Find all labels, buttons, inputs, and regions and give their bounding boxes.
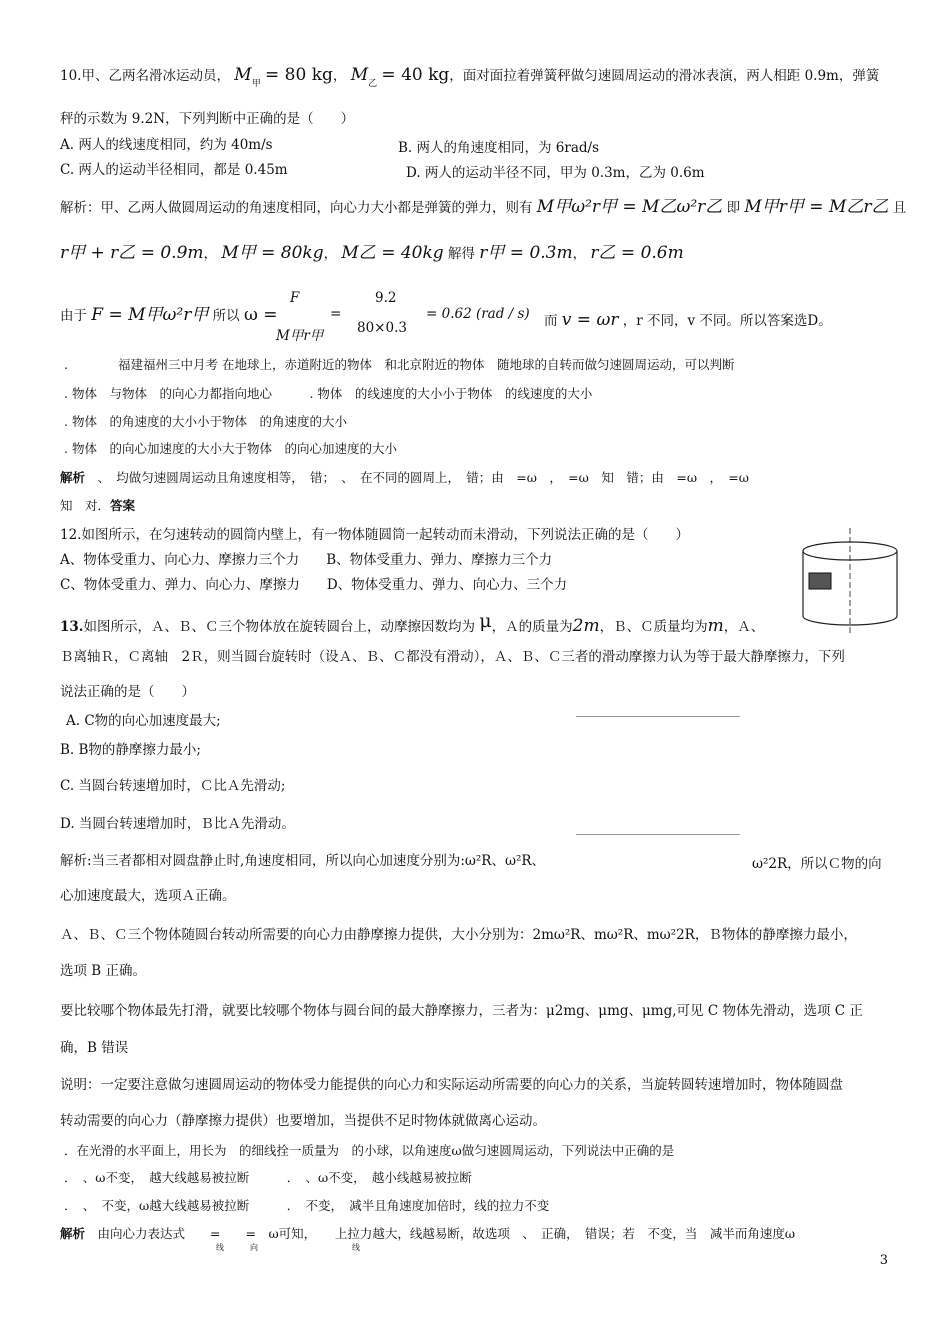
q13-analysis-line5: 要比较哪个物体最先打滑，就要比较哪个物体与圆台间的最大静摩擦力，三者为：μ2mg、μmg、μmg,可见 C 物体先滑动，选项 C 正	[60, 1003, 863, 1019]
q10-stem-line1: 10.甲、乙两名滑冰运动员， $M_甲 = 80$ kg， $M_乙 = 40$ kg，面对面拉着弹簧秤做匀速圆周运动的滑冰表演，两人相距 0.9m，弹簧	[60, 65, 880, 89]
q10-stem-line2: 秤的示数为 9.2N，下列判断中正确的是（ ）	[60, 111, 355, 127]
q10-option-a: A. 两人的线速度相同，约为 40m/s	[60, 137, 273, 153]
q10-fraction2-numerator: 9.2	[375, 290, 397, 306]
cylinder-block	[809, 573, 831, 589]
q13-analysis-line1: 解析:当三者都相对圆盘静止时,角速度相同，所以向心加速度分别为:ω²R、ω²R、	[60, 853, 546, 869]
q11-options-2: . 物体 的角速度的大小小于物体 的角速度的大小	[64, 414, 347, 429]
q11-analysis	[60, 469, 749, 487]
q11-analysis-text: 、 均做匀速圆周运动且角速度相等， 错； 、 在不同的圆周上， 错；由 =ω ， =ω 知 错；由 =ω ， =ω	[85, 470, 749, 485]
q11-answer-label: 答案	[110, 498, 136, 513]
q10-option-d: D. 两人的运动半径不同，甲为 0.3m，乙为 0.6m	[406, 165, 705, 181]
q10-eq-force: F = M甲ω²r甲	[91, 305, 209, 325]
page-number: 3	[879, 1253, 888, 1268]
q10-equation-2: M甲r甲 = M乙r乙	[744, 197, 889, 217]
q14-options-1: ． 、ω不变， 越大线越易被拉断 ． 、ω不变， 越小线越易被拉断	[64, 1170, 472, 1185]
q10-analysis-text: 解析：甲、乙两人做圆周运动的角速度相同，向心力大小都是弹簧的弹力，则有	[60, 200, 533, 216]
q10-analysis-line1	[60, 198, 906, 217]
q10-fraction1-denominator: M甲r甲	[276, 328, 324, 344]
q10-stem-text: 10.甲、乙两名滑冰运动员，	[60, 68, 230, 84]
q11-stem: . 福建福州三中月考 在地球上，赤道附近的物体 和北京附近的物体 随地球的自转而做匀速圆周运动，可以判断	[64, 357, 735, 372]
q14-stem: ．在光滑的水平面上，用长为 的细线拴一质量为 的小球，以角速度ω做匀速圆周运动，下列说法中正确的是	[64, 1143, 675, 1158]
q10-mass-jia: $M_甲$	[234, 65, 261, 89]
q12-options-cd: C、物体受重力、弹力、向心力、摩擦力 D、物体受重力、弹力、向心力、三个力	[60, 577, 568, 593]
q10-mass-jia-value: = 80 kg	[265, 65, 333, 85]
q10-eq-r-jia: r甲 = 0.3m	[479, 243, 573, 263]
q13-option-c: C. 当圆台转速增加时，Ｃ比Ａ先滑动;	[60, 778, 286, 794]
q14-subscript-xiang: 向	[250, 1243, 258, 1252]
q14-analysis	[60, 1225, 795, 1243]
q13-option-b: B. B物的静摩擦力最小;	[60, 742, 201, 758]
turntable-figure-top-edge	[576, 716, 740, 717]
q13-analysis-line6: 确，B 错误	[60, 1040, 129, 1056]
q10-analysis-youyu: 由于	[60, 308, 87, 324]
q13-note-line2: 转动需要的向心力（静摩擦力提供）也要增加，当提供不足时物体就做离心运动。	[60, 1113, 546, 1129]
q13-stem-d: ，Ａ、	[723, 619, 765, 635]
q10-analysis-line3	[60, 306, 277, 325]
q13-note-line1: 说明：一定要注意做匀速圆周运动的物体受力能提供的向心力和实际运动所需要的向心力的关系，当旋转圆转速增加时，物体随圆盘	[60, 1077, 843, 1093]
cylinder-figure	[800, 528, 910, 634]
q10-result-omega: = 0.62 (rad / s)	[426, 306, 530, 322]
q10-mass-yi-value: = 40 kg	[381, 65, 450, 85]
q13-stem-line1	[60, 612, 764, 636]
q10-option-c: C. 两人的运动半径相同，都是 0.45m	[60, 162, 288, 178]
q10-eq-mass-yi: M乙 = 40kg	[341, 243, 444, 263]
q10-option-b: B. 两人的角速度相同，为 6rad/s	[398, 140, 600, 156]
q11-answer	[60, 497, 135, 515]
q14-subscript-xian-2: 线	[352, 1243, 360, 1252]
q13-option-d: D. 当圆台转速增加时，Ｂ比Ａ先滑动。	[60, 816, 295, 832]
q13-mu: μ	[479, 610, 492, 632]
q13-two-m: 2m	[572, 616, 600, 636]
q10-analysis-suoyi: 所以	[212, 308, 240, 324]
q13-stem-a: 如图所示，Ａ、Ｂ、Ｃ三个物体放在旋转圆台上，动摩擦因数均为	[83, 619, 475, 635]
q10-eq-radius-sum: r甲 + r乙 = 0.9m	[60, 243, 204, 263]
q13-stem-line2: Ｂ离轴Ｒ，Ｃ离轴 2Ｒ，则当圆台旋转时（设Ａ、Ｂ、Ｃ都没有滑动），Ａ、Ｂ、Ｃ三者的滑动摩擦力认为等于最大静摩擦力，下列	[60, 649, 845, 665]
q13-stem-c: ，Ｂ、Ｃ质量均为	[599, 619, 708, 635]
q10-mass-yi: $M_乙$	[350, 65, 378, 89]
q13-analysis-line2: 心加速度最大，选项Ａ正确。	[60, 888, 236, 904]
q10-fraction-equals: =	[330, 306, 342, 322]
q10-analysis-jiede: 解得	[447, 246, 475, 262]
q11-answer-pre: 知 对．	[60, 498, 111, 513]
q10-fraction1-numerator: F	[290, 290, 300, 306]
q12-stem: 12.如图所示，在匀速转动的圆筒内壁上，有一物体随圆筒一起转动而未滑动，下列说法正确的是（ ）	[60, 527, 689, 543]
q11-analysis-label: 解析	[60, 470, 86, 485]
q13-analysis-line4: 选项 B 正确。	[60, 963, 147, 979]
q14-analysis-text: 由向心力表达式 = = ω可知， 上拉力越大，线越易断，故选项 、 正确， 错误；若 不变，当 减半而角速度ω	[85, 1226, 796, 1241]
q10-analysis-tail	[544, 309, 832, 330]
q10-analysis-conclusion: ，r 不同，v 不同。所以答案选D。	[622, 313, 832, 329]
q11-options-3: . 物体 的向心加速度的大小大于物体 的向心加速度的大小	[64, 441, 397, 456]
q13-option-a: A. C物的向心加速度最大;	[66, 713, 221, 729]
q10-analysis-line2: r甲 + r乙 = 0.9m， M甲 = 80kg， M乙 = 40kg 解得 r甲 = 0.3m， r乙 = 0.6m	[60, 243, 684, 263]
q10-eq-r-yi: r乙 = 0.6m	[590, 243, 684, 263]
q10-eq-mass-jia: M甲 = 80kg	[221, 243, 324, 263]
q10-eq-velocity: v = ωr	[561, 310, 619, 330]
q13-stem-b: ，Ａ的质量为	[491, 619, 573, 635]
q12-options-ab: A、物体受重力、向心力、摩擦力三个力 B、物体受重力、弹力、摩擦力三个力	[60, 552, 553, 568]
turntable-figure-bottom-edge	[576, 834, 740, 835]
q13-number: 13.	[60, 619, 84, 635]
q13-analysis-line3: Ａ、Ｂ、Ｃ三个物体随圆台转动所需要的向心力由静摩擦力提供，大小分别为：2mω²R、mω²R、mω²2R，Ｂ物体的静摩擦力最小，	[60, 927, 857, 943]
q10-analysis-er: 而	[544, 313, 558, 329]
q10-equation-1: M甲ω²r甲 = M乙ω²r乙	[536, 197, 723, 217]
q13-stem-line3: 说法正确的是（ ）	[60, 684, 195, 700]
q10-fraction2-denominator: 80×0.3	[357, 320, 407, 336]
q11-options-1: . 物体 与物体 的向心力都指向地心 . 物体 的线速度的大小小于物体 的线速度的大小	[64, 386, 593, 401]
q14-analysis-label: 解析	[60, 1226, 86, 1241]
q14-subscript-xian-1: 线	[216, 1243, 224, 1252]
q14-options-2: ． 、 不变，ω越大线越易被拉断 ． 不变， 减半且角速度加倍时，线的拉力不变	[64, 1198, 550, 1213]
q10-omega-symbol: ω =	[243, 305, 278, 325]
q10-stem-text-b: ，面对面拉着弹簧秤做匀速圆周运动的滑冰表演，两人相距 0.9m，弹簧	[449, 68, 880, 84]
q13-m: m	[707, 616, 724, 636]
q13-analysis-line1-end: ω²2R，所以Ｃ物的向	[752, 856, 882, 872]
q10-analysis-ji: 即	[726, 200, 741, 216]
q10-analysis-qie: 且	[892, 200, 907, 216]
